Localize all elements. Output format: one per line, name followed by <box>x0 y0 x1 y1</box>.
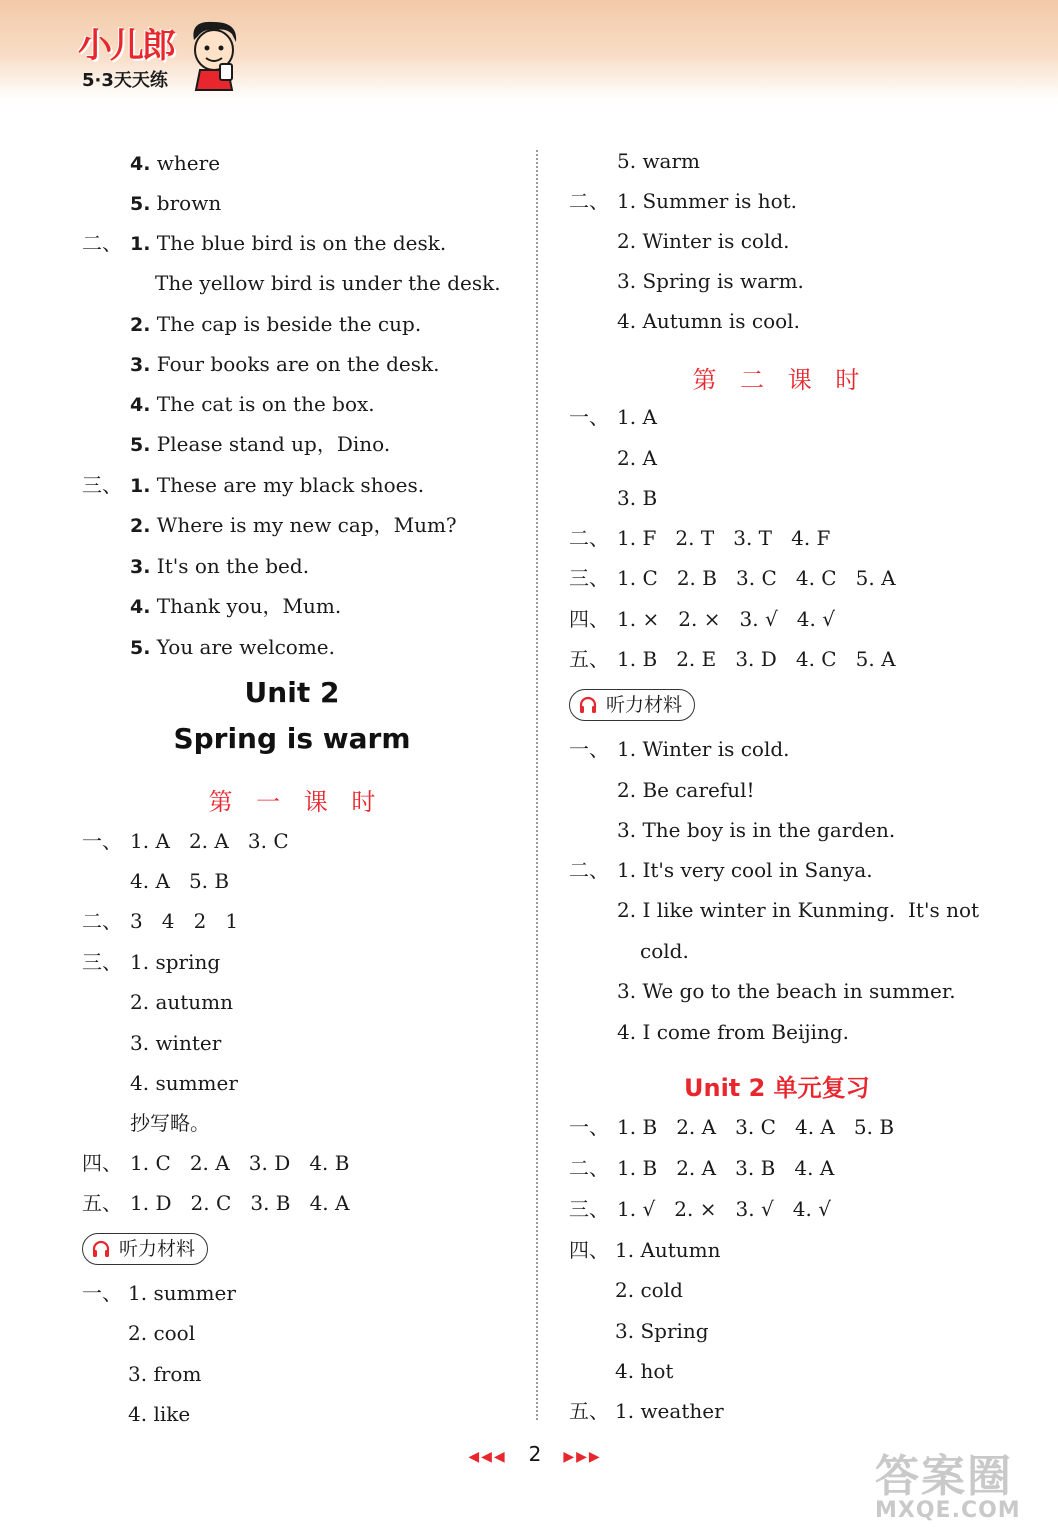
answer-line: 4. hot <box>615 1359 674 1383</box>
answer-line: 三、 1. These are my black shoes. <box>82 473 425 497</box>
answer-line: 三、 1. √ 2. × 3. √ 4. √ <box>569 1197 831 1221</box>
brand-logo: 小儿郎 <box>78 26 174 66</box>
answer-line: 五、 1. B 2. E 3. D 4. C 5. A <box>569 647 896 671</box>
answer-line: 2. A <box>617 446 657 470</box>
listening-material-tag: 听力材料 <box>82 1233 208 1265</box>
answer-line: 2. Where is my new cap，Mum? <box>130 513 457 537</box>
answer-line: 二、 1. The blue bird is on the desk. <box>82 231 447 255</box>
answer-line: 2. Winter is cold. <box>617 229 790 253</box>
answer-line: 4. like <box>128 1402 191 1426</box>
page-footer <box>440 1442 630 1472</box>
answer-line: 2. autumn <box>130 990 234 1014</box>
answer-line: 3. Four books are on the desk. <box>130 352 440 376</box>
answer-line: 二、 1. F 2. T 3. T 4. F <box>569 526 831 550</box>
headphones-icon <box>91 1239 111 1259</box>
prev-arrows-icon: ◀◀◀ <box>468 1449 507 1465</box>
answer-line: 4. Autumn is cool. <box>617 309 800 333</box>
answer-line: 3. Spring is warm. <box>617 269 804 293</box>
answer-line: 一、 1. A 2. A 3. C <box>82 829 289 853</box>
series-name: 5·3天天练 <box>82 70 168 91</box>
answer-line: 3. Spring <box>615 1319 709 1343</box>
page-number: 2 <box>528 1442 542 1466</box>
lesson-title: 第 二 课 时 <box>692 366 868 394</box>
answer-line: 4. I come from Beijing. <box>617 1020 849 1044</box>
answer-line: 2. The cap is beside the cup. <box>130 312 422 336</box>
answer-line: 4. The cat is on the box. <box>130 392 375 416</box>
answer-line: 五、 1. D 2. C 3. B 4. A <box>82 1191 350 1215</box>
answer-line: 5. Please stand up，Dino. <box>130 432 391 456</box>
answer-line: 2. cool <box>128 1321 196 1345</box>
lesson-title: 第 一 课 时 <box>208 788 384 816</box>
answer-line: 二、 1. Summer is hot. <box>569 189 798 213</box>
answer-line: cold. <box>640 939 689 963</box>
answer-line: 2. cold <box>615 1278 683 1302</box>
answer-line: 四、 1. × 2. × 3. √ 4. √ <box>569 607 835 631</box>
listening-material-tag: 听力材料 <box>569 689 695 721</box>
answer-line: 4. A 5. B <box>130 869 230 893</box>
answer-line: 5. warm <box>617 149 701 173</box>
answer-line: 二、 3 4 2 1 <box>82 909 239 933</box>
answer-line: The yellow bird is under the desk. <box>155 271 501 295</box>
answer-line: 三、 1. C 2. B 3. C 4. C 5. A <box>569 566 896 590</box>
answer-line: 一、 1. summer <box>82 1281 236 1305</box>
answer-line: 3. winter <box>130 1031 222 1055</box>
answer-line: 3. We go to the beach in summer. <box>617 979 956 1003</box>
answer-line: 一、 1. Winter is cold. <box>569 737 790 761</box>
answer-line: 一、 1. B 2. A 3. C 4. A 5. B <box>569 1115 895 1139</box>
answer-line: 4. where <box>130 151 221 175</box>
unit-title: Unit 2 <box>244 676 340 709</box>
mascot-icon <box>186 18 242 92</box>
answer-line: 4. Thank you，Mum. <box>130 594 342 618</box>
answer-line: 二、 1. It's very cool in Sanya. <box>569 858 873 882</box>
answer-line: 二、 1. B 2. A 3. B 4. A <box>569 1156 835 1180</box>
answer-line: 抄写略。 <box>130 1111 210 1135</box>
answer-line: 四、 1. C 2. A 3. D 4. B <box>82 1151 350 1175</box>
unit-subtitle: Spring is warm <box>173 722 411 755</box>
headphones-icon <box>578 695 598 715</box>
answer-line: 3. It's on the bed. <box>130 554 310 578</box>
answer-line: 2. Be careful! <box>617 778 755 802</box>
answer-line: 三、 1. spring <box>82 950 221 974</box>
next-arrows-icon: ▶▶▶ <box>563 1449 602 1465</box>
page-header <box>0 0 1058 100</box>
column-divider <box>536 150 538 1420</box>
answer-line: 3. from <box>128 1362 202 1386</box>
site-watermark: 答案圈 MXQE.COM <box>875 1451 1021 1523</box>
answer-line: 5. You are welcome. <box>130 635 335 659</box>
answer-line: 四、 1. Autumn <box>569 1238 721 1262</box>
answer-line: 3. B <box>617 486 658 510</box>
answer-line: 五、 1. weather <box>569 1399 724 1423</box>
answer-line: 2. I like winter in Kunming. It's not <box>617 898 980 922</box>
answer-line: 3. The boy is in the garden. <box>617 818 896 842</box>
answer-line: 4. summer <box>130 1071 238 1095</box>
review-title: Unit 2 单元复习 <box>684 1074 870 1102</box>
answer-line: 5. brown <box>130 191 222 215</box>
answer-line: 一、 1. A <box>569 405 657 429</box>
